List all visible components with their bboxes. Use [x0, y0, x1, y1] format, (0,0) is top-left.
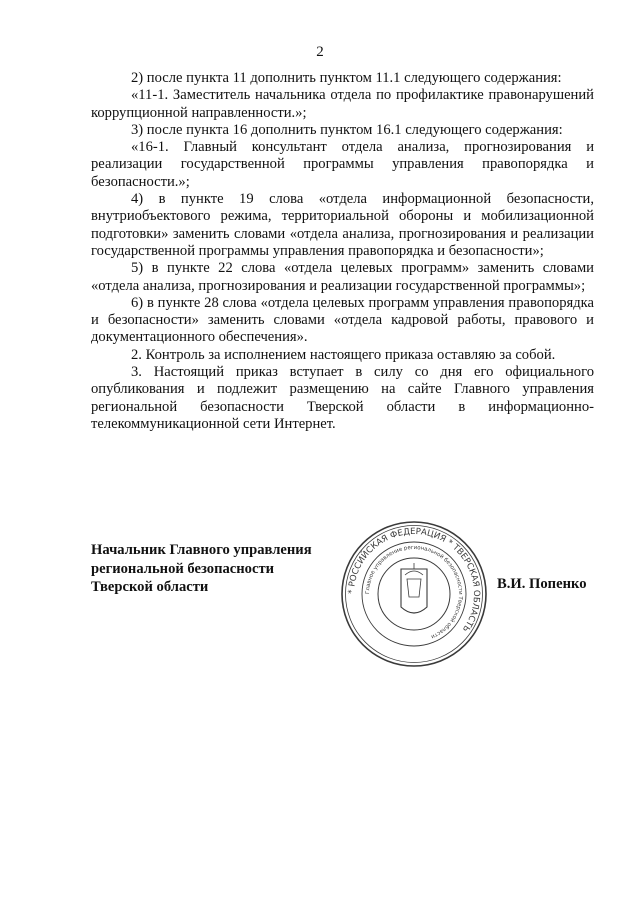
paragraph-effective: 3. Настоящий приказ вступает в силу со дня его официального опубликования и подлежит размещению на сайте Главного управления региональной безопасности Тверской области в информационно-телекоммуникационной сети Интернет.	[91, 364, 594, 432]
paragraph-item-4: 4) в пункте 19 слова «отдела информационной безопасности, внутриобъектового режима, территориальной обороны и мобилизационной подготовки» заменить словами «отдела анализа, прогнозирования и реализации государственной программы управления правопорядка и безопасности»;	[91, 191, 594, 259]
signatory-title-line: Тверской области	[91, 579, 209, 595]
paragraph-quote-16-1: «16-1. Главный консультант отдела анализа, прогнозирования и реализации государственной программы управления правопорядка и безопасности.»;	[91, 139, 594, 190]
paragraph-control: 2. Контроль за исполнением настоящего приказа оставляю за собой.	[131, 346, 556, 363]
paragraph-item-2: 2) после пункта 11 дополнить пунктом 11.1 следующего содержания:	[131, 70, 562, 86]
signatory-title	[91, 541, 351, 597]
page-number: 2	[316, 44, 324, 60]
paragraph-item-3: 3) после пункта 16 дополнить пунктом 16.1 следующего содержания:	[131, 121, 563, 138]
signatory-title-line: Начальник Главного управления	[91, 542, 312, 558]
seal-outer-text: * РОССИЙСКАЯ ФЕДЕРАЦИЯ * ТВЕРСКАЯ ОБЛАСТЬ	[346, 526, 482, 634]
signatory-name: В.И. Попенко	[497, 576, 587, 592]
paragraph-item-5: 5) в пункте 22 слова «отдела целевых программ» заменить словами «отдела анализа, прогнозирования и реализации государственной программы»;	[91, 260, 594, 294]
paragraph-quote-11-1: «11-1. Заместитель начальника отдела по профилактике правонарушений коррупционной направленности.»;	[91, 87, 594, 121]
signatory-title-line: региональной безопасности	[91, 560, 275, 577]
order-body	[91, 70, 594, 433]
paragraph-item-6: 6) в пункте 28 слова «отдела целевых программ управления правопорядка и безопасности» заменить словами «отдела кадровой работы, правового и документационного обеспечения».	[91, 294, 594, 346]
seal-inner-text: Главное управление региональной безопасности Тверской области	[364, 544, 464, 640]
official-seal	[339, 519, 489, 669]
